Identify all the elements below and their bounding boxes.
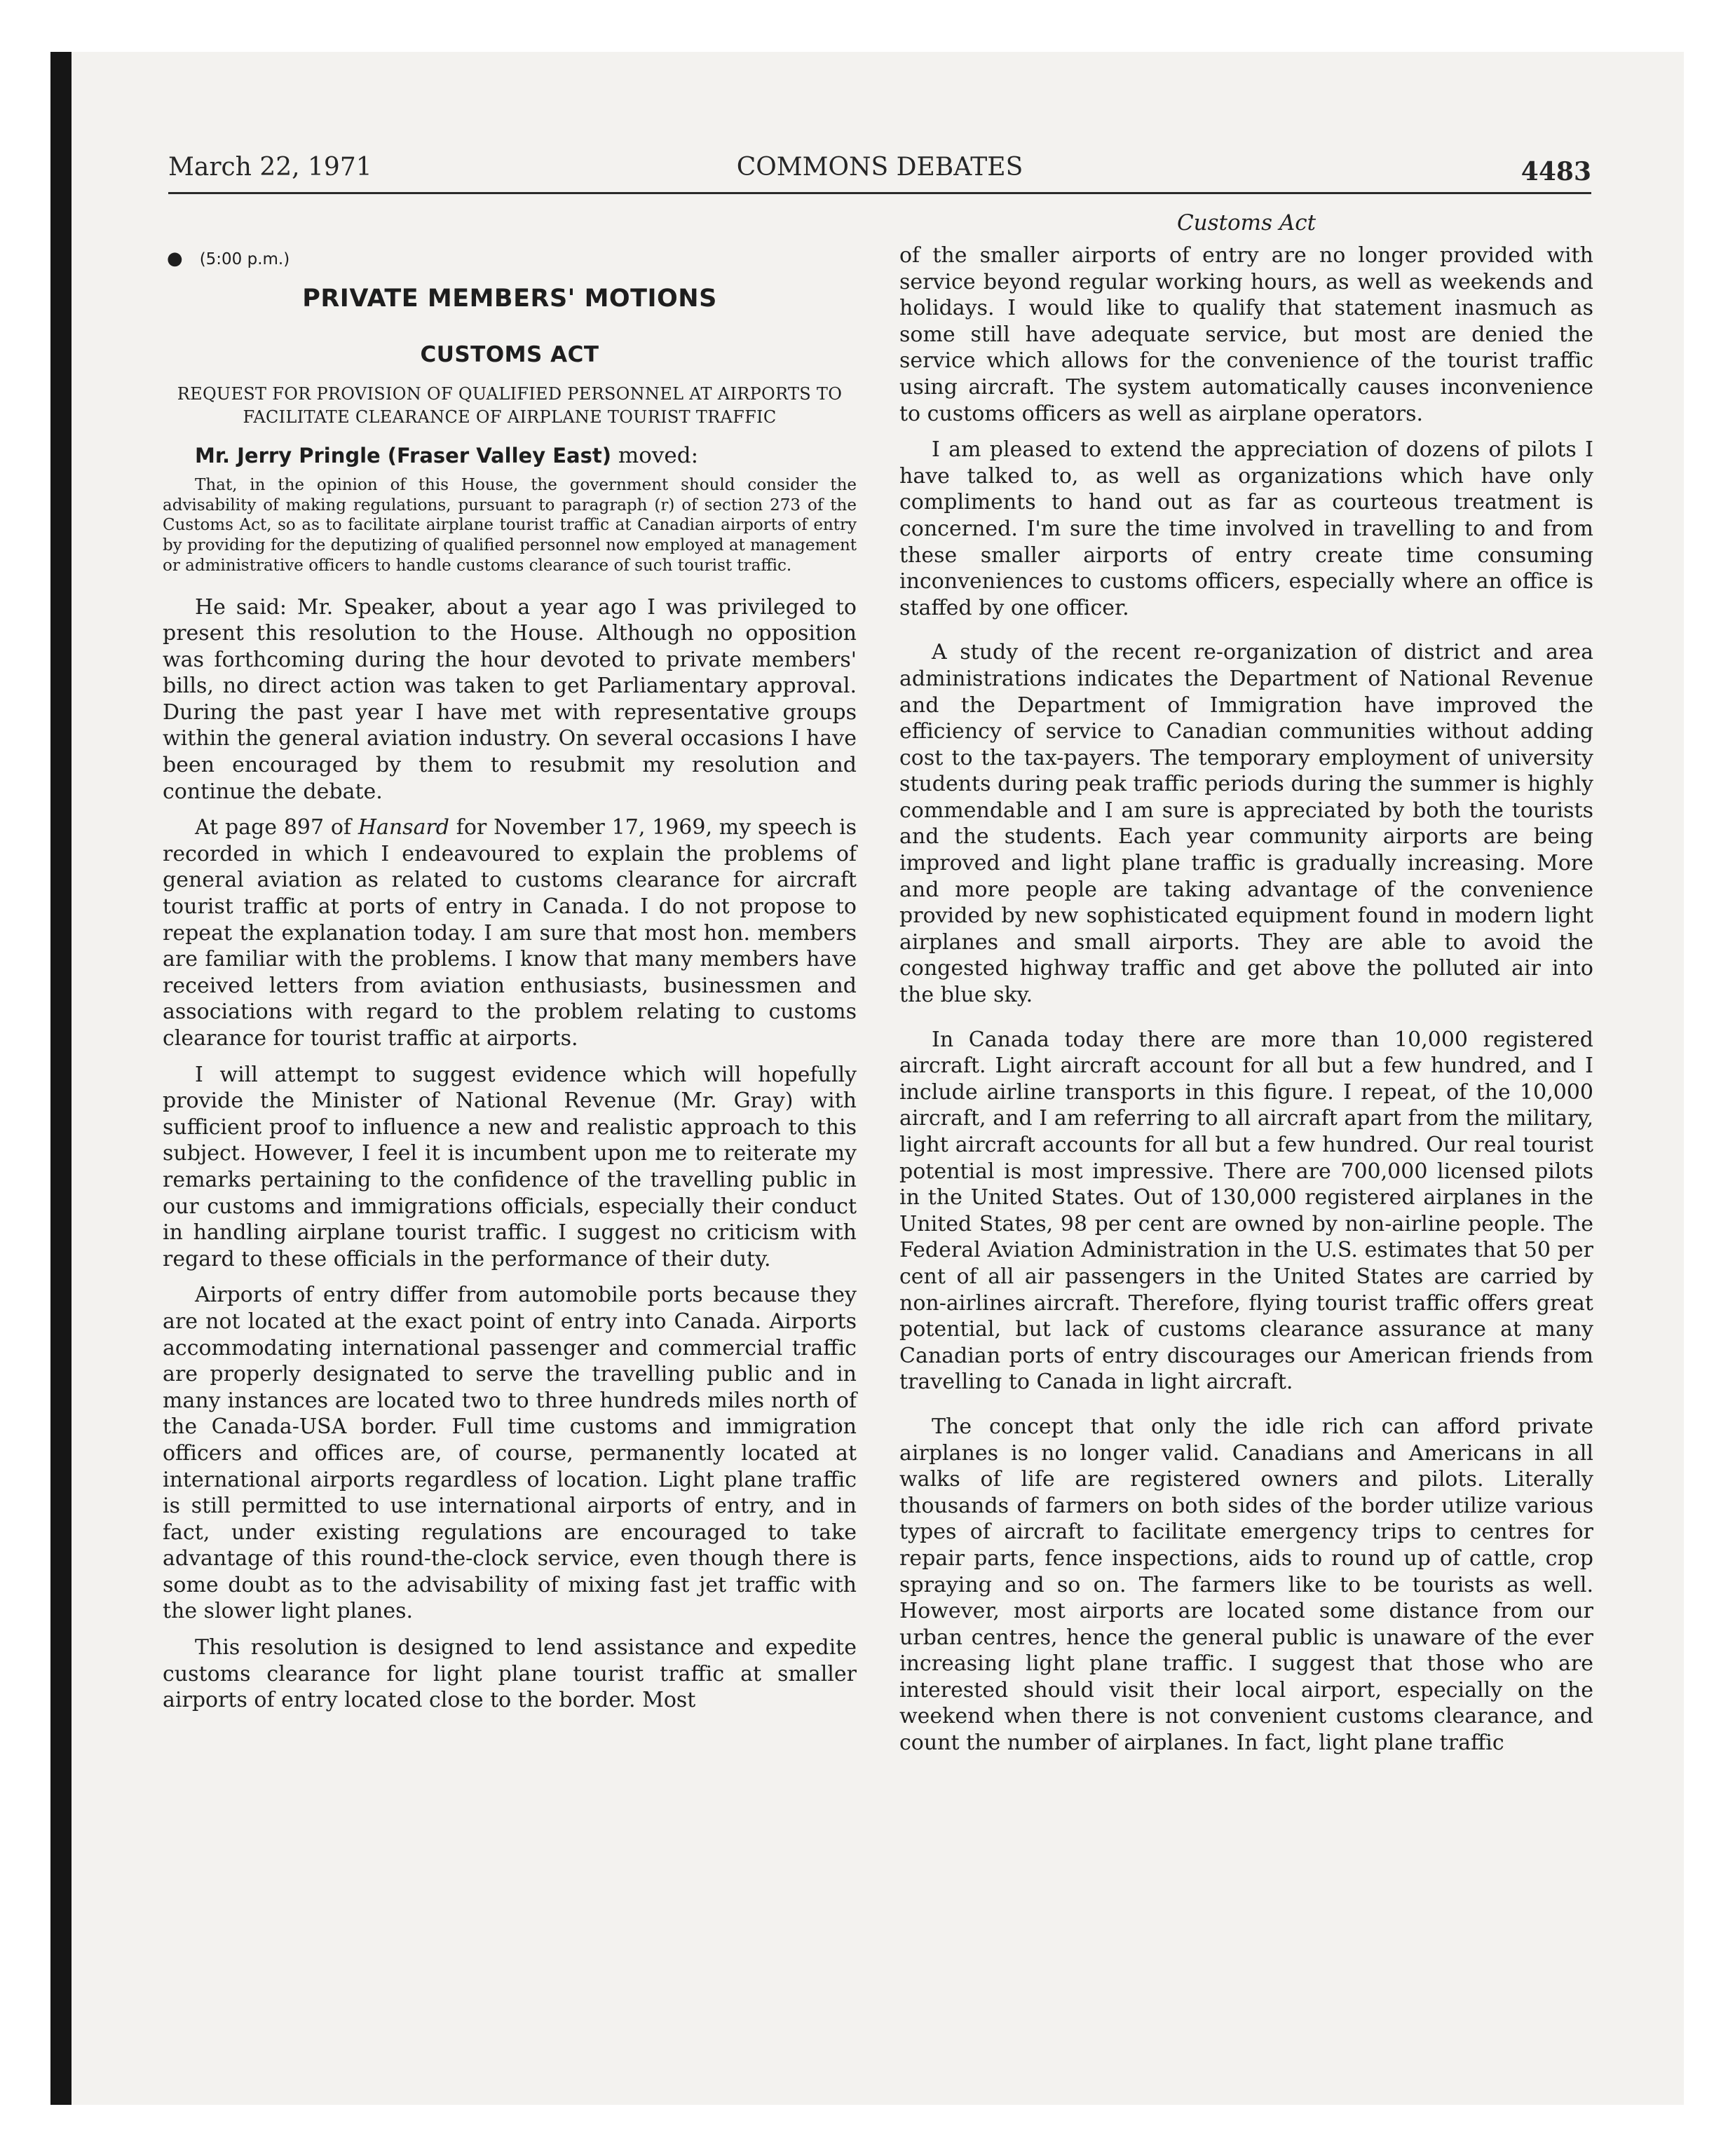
paragraph: The concept that only the idle rich can afford private airplanes is no longer valid. Canadians and Americans in all walks of life are registered owners and pilots. Literally thousands of farmers on both sides of the border utilize various types of aircraft to facilitate emergency trips to centres for repair parts, fence inspections, aids to round up of cattle, crop spraying and so on. The farmers like to be tourists as well. However, most airports are located some distance from our urban centres, hence the general public is unaware of the ever increasing light plane traffic. I suggest that those who are interested should visit their local airport, especially on the weekend when there is not convenient customs clearance, and count the number of airplanes. In fact, light plane traffic <box>899 1414 1593 1756</box>
paragraph: A study of the recent re-organization of district and area administrations indicates the Department of National Revenue and the Department of Immigration have improved the efficiency of service to Canadian communities without adding cost to the tax-payers. The temporary employment of university students during peak traffic periods during the summer is highly commendable and I am sure is appreciated by both the tourists and the students. Each year community airports are being improved and light plane traffic is gradually increasing. More and more people are taking advantage of the convenience provided by new sophisticated equipment found in modern light airplanes and small airports. They are able to avoid the congested highway traffic and get above the polluted air into the blue sky. <box>899 640 1593 1008</box>
paragraph: I am pleased to extend the appreciation of dozens of pilots I have talked to, as well as organizations which have only compliments to hand out as far as courteous treatment is concerned. I'm sure the time involved in travelling to and from these smaller airports of entry create time consuming inconveniences to customs officers, especially where an office is staffed by one officer. <box>899 437 1593 620</box>
paragraph-text: for November 17, 1969, my speech is recorded in which I endeavoured to explain the problems of general aviation as related to customs clearance for aircraft tourist traffic at ports of entry in Canada. I do not propose to repeat the explanation today. I am sure that most hon. members are familiar with the problems. I know that many members have received letters from aviation enthusiasts, businessmen and associations with regard to the problem relating to customs clearance for tourist traffic at airports. <box>163 815 857 1051</box>
moved-label: moved: <box>618 443 699 468</box>
section-heading: PRIVATE MEMBERS' MOTIONS <box>302 285 717 313</box>
paragraph: This resolution is designed to lend assistance and expedite customs clearance for light plane tourist traffic at smaller airports of entry located close to the border. Most <box>163 1635 857 1713</box>
paragraph: I will attempt to suggest evidence which will hopefully provide the Minister of National Revenue (Mr. Gray) with sufficient proof to influence a new and realistic approach to this subject. However, I feel it is incumbent upon me to reiterate my remarks pertaining to the confidence of the travelling public in our customs and immigrations officials, especially their conduct in handling airplane tourist traffic. I suggest no criticism with regard to these officials in the performance of their duty. <box>163 1062 857 1271</box>
header-title: COMMONS DEBATES <box>736 153 1023 182</box>
bullet-icon: ● <box>167 248 183 269</box>
paragraph: of the smaller airports of entry are no longer provided with service beyond regular working hours, as well as weekends and holidays. I would like to qualify that statement inasmuch as some still have adequate service, but most are denied the service which allows for the convenience of the tourist traffic using aircraft. The system automatically causes inconvenience to customs officers as well as airplane operators. <box>899 243 1593 426</box>
paragraph-text: At page 897 of <box>195 815 358 840</box>
paragraph: He said: Mr. Speaker, about a year ago I was privileged to present this resolution to the House. Although no opposition was forthcoming during the hour devoted to private members' bills, no direct action was taken to get Parliamentary approval. During the past year I have met with representative groups within the general aviation industry. On several occasions I have been encouraged by them to resubmit my resolution and continue the debate. <box>163 594 857 804</box>
page-number: 4483 <box>1520 157 1591 186</box>
motion-heading: REQUEST FOR PROVISION OF QUALIFIED PERSONNEL AT AIRPORTS TO FACILITATE CLEARANCE OF AIRPLANE TOURIST TRAFFIC <box>177 384 843 427</box>
paragraph: In Canada today there are more than 10,000 registered aircraft. Light aircraft account for all but a few hundred, and I include airline transports in this figure. I repeat, of the 10,000 aircraft, and I am referring to all aircraft apart from the military, light aircraft accounts for all but a few hundred. Our real tourist potential is most impressive. There are 700,000 licensed pilots in the United States. Out of 130,000 registered airplanes in the United States, 98 per cent are owned by non-airline people. The Federal Aviation Administration in the U.S. estimates that 50 per cent of all air passengers in the United States are carried by non-airlines aircraft. Therefore, flying tourist traffic offers great potential, but lack of customs clearance assurance at many Canadian ports of entry discourages our American friends from travelling to Canada in light aircraft. <box>899 1027 1593 1395</box>
motion-text: That, in the opinion of this House, the government should consider the advisability of making regulations, pursuant to paragraph (r) of section 273 of the Customs Act, so as to facilitate airplane tourist traffic at Canadian airports of entry by providing for the deputizing of qualified personnel now employed at management or administrative officers to handle customs clearance of such tourist traffic. <box>163 476 857 575</box>
left-column <box>163 210 857 1724</box>
running-head: Customs Act <box>1176 210 1316 236</box>
time-text: (5:00 p.m.) <box>199 250 290 268</box>
hansard-title: Hansard <box>358 815 450 840</box>
right-column <box>899 210 1593 1766</box>
paragraph <box>163 814 857 1051</box>
mover-line <box>195 443 857 468</box>
mover-name: Mr. Jerry Pringle (Fraser Valley East) <box>195 444 611 468</box>
subsection-heading: CUSTOMS ACT <box>420 342 599 367</box>
paragraph: Airports of entry differ from automobile ports because they are not located at the exact point of entry into Canada. Airports accommodating international passenger and commercial traffic are properly designated to serve the travelling public and in many instances are located two to three hundreds miles north of the Canada-USA border. Full time customs and immigration officers and offices are, of course, permanently located at international airports regardless of location. Light plane traffic is still permitted to use international airports of entry, and in fact, under existing regulations are encouraged to take advantage of this round-the-clock service, even though there is some doubt as to the advisability of mixing fast jet traffic with the slower light planes. <box>163 1283 857 1624</box>
header-date: March 22, 1971 <box>168 153 372 182</box>
page-header <box>168 153 1591 194</box>
time-stamp <box>167 248 857 269</box>
